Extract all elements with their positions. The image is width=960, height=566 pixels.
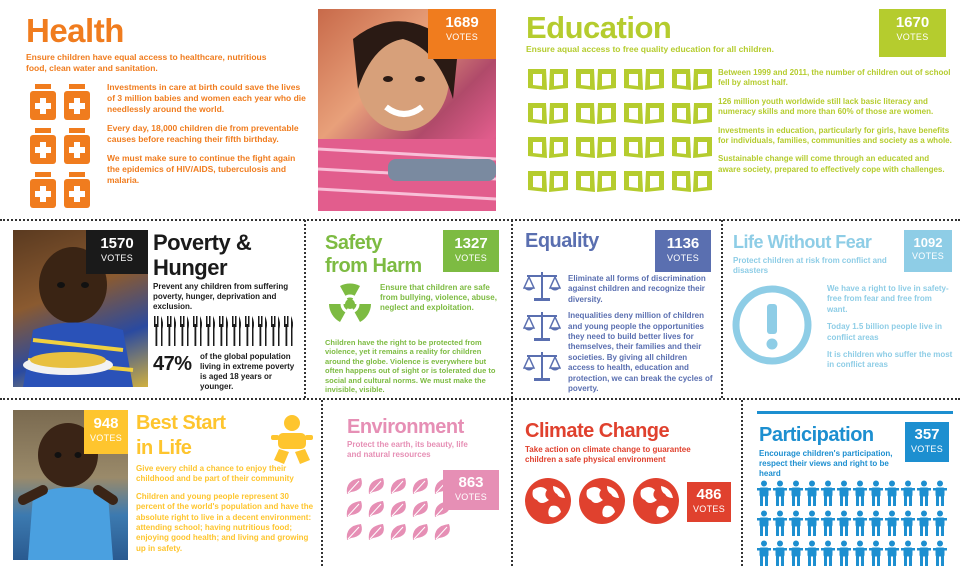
education-icon-grid <box>526 66 716 194</box>
health-text <box>107 82 307 194</box>
globe-icon <box>631 476 685 526</box>
poverty-votes-count: 1570 <box>100 235 134 252</box>
votes-label: VOTES <box>911 251 944 261</box>
leaf-icon <box>411 476 433 496</box>
votes-label: VOTES <box>445 32 478 42</box>
person-icon <box>821 480 837 506</box>
environment-subtitle: Protect the earth, its beauty, life and natural resources <box>347 440 468 459</box>
best-start-votes-count: 948 <box>93 415 119 432</box>
fork-knife-icon <box>218 316 230 346</box>
person-icon <box>917 540 933 566</box>
globe-icon <box>577 476 631 526</box>
health-paragraph: Every day, 18,000 children die from preventable causes before reaching their fifth birthday. <box>107 123 299 145</box>
scales-icon <box>523 310 563 344</box>
open-book-icon <box>670 100 716 126</box>
votes-label: VOTES <box>666 253 699 263</box>
life-without-fear-text <box>827 284 953 379</box>
equality-votes-count: 1136 <box>666 235 700 252</box>
climate-panel <box>513 400 740 566</box>
health-title: Health <box>26 12 124 49</box>
environment-title: Environment <box>347 416 464 438</box>
life-without-fear-panel <box>723 220 960 398</box>
person-icon <box>773 480 789 506</box>
open-book-icon <box>526 66 572 92</box>
fork-knife-icon <box>257 316 269 346</box>
votes-label: VOTES <box>454 492 487 502</box>
equality-paragraph: Eliminate all forms of discrimination against children and recognize their diversity. <box>568 274 706 304</box>
best-start-votes-badge <box>84 410 128 454</box>
open-book-icon <box>574 134 620 160</box>
equality-text <box>568 274 714 398</box>
participation-subtitle: Encourage children's participation, respect their views and right to be heard <box>759 449 893 478</box>
education-paragraph: 126 million youth worldwide still lack basic literacy and numeracy skills and more than 60% of those are women. <box>718 96 934 117</box>
equality-votes-badge <box>655 230 711 272</box>
person-icon <box>789 540 805 566</box>
leaf-icon <box>367 476 389 496</box>
votes-label: VOTES <box>692 504 725 514</box>
fork-knife-icon <box>166 316 178 346</box>
best-start-paragraph: Give every child a chance to enjoy their childhood and be part of their community <box>136 464 294 484</box>
open-book-icon <box>670 134 716 160</box>
medicine-bottle-icon <box>30 84 64 120</box>
poverty-votes-badge <box>86 230 148 274</box>
radiation-icon <box>326 280 374 328</box>
person-icon <box>869 480 885 506</box>
safety-panel <box>306 220 510 398</box>
climate-title: Climate Change <box>525 420 670 442</box>
medicine-bottle-icon <box>64 84 98 120</box>
votes-label: VOTES <box>454 253 487 263</box>
environment-panel <box>323 400 510 566</box>
education-paragraph: Between 1999 and 2011, the number of children out of school fell by almost half. <box>718 68 951 88</box>
open-book-icon <box>670 66 716 92</box>
climate-subtitle: Take action on climate change to guarantee children a safe physical environment <box>525 445 691 464</box>
health-votes-badge <box>428 9 496 59</box>
leaf-icon <box>389 476 411 496</box>
open-book-icon <box>622 66 668 92</box>
life-without-fear-paragraph: Today 1.5 billion people live in conflict areas <box>827 322 942 342</box>
education-paragraph: Sustainable change will come through an educated and aware society, prepared to effectively cope with challenges. <box>718 154 945 174</box>
medicine-bottle-icon <box>30 128 64 164</box>
leaf-icon <box>389 522 411 542</box>
poverty-title-line1: Poverty & <box>153 230 252 255</box>
person-icon <box>805 480 821 506</box>
person-icon <box>901 480 917 506</box>
open-book-icon <box>574 100 620 126</box>
life-without-fear-paragraph: It is children who suffer the most in conflict areas <box>827 349 953 370</box>
equality-panel <box>513 220 720 398</box>
health-paragraph: Investments in care at birth could save the lives of 3 million babies and women each year who die needlessly around the world. <box>107 82 306 115</box>
person-icon <box>805 540 821 566</box>
open-book-icon <box>622 168 668 194</box>
person-icon <box>805 510 821 536</box>
safety-title-line1: Safety <box>325 232 383 254</box>
scales-icon <box>523 270 563 304</box>
best-start-title-line2: in Life <box>136 437 192 459</box>
climate-votes-count: 486 <box>696 486 722 503</box>
best-start-panel <box>130 400 320 566</box>
person-icon <box>869 540 885 566</box>
climate-icon-row <box>523 476 685 526</box>
safety-intro: Ensure that children are safe from bullying, violence, abuse, neglect and exploitation. <box>380 283 497 312</box>
education-text <box>718 68 954 183</box>
fork-knife-icon <box>244 316 256 346</box>
person-icon <box>917 510 933 536</box>
fork-knife-icon <box>192 316 204 346</box>
participation-icon-grid <box>757 480 949 566</box>
open-book-icon <box>526 168 572 194</box>
health-panel <box>0 0 318 218</box>
leaf-icon <box>389 499 411 519</box>
poverty-icon-grid <box>153 316 295 346</box>
poverty-title-line2: Hunger <box>153 255 227 280</box>
medicine-bottle-icon <box>64 172 98 208</box>
participation-votes-count: 357 <box>914 426 940 443</box>
equality-title: Equality <box>525 230 599 252</box>
poverty-subtitle: Prevent any children from suffering poverty, hunger, deprivation and exclusion. <box>153 282 289 311</box>
life-without-fear-title: Life Without Fear <box>733 232 872 252</box>
open-book-icon <box>526 134 572 160</box>
participation-panel <box>743 400 960 566</box>
open-book-icon <box>670 168 716 194</box>
open-book-icon <box>574 66 620 92</box>
person-icon <box>885 510 901 536</box>
fork-knife-icon <box>283 316 295 346</box>
medicine-bottle-icon <box>64 128 98 164</box>
leaf-icon <box>433 522 455 542</box>
leaf-icon <box>345 476 367 496</box>
environment-votes-count: 863 <box>458 474 484 491</box>
person-icon <box>901 540 917 566</box>
life-without-fear-paragraph: We have a right to live in safety- free from fear and free from want. <box>827 284 949 314</box>
environment-icon-grid <box>345 476 455 542</box>
best-start-title-line1: Best Start <box>136 412 226 434</box>
safety-votes-badge <box>443 230 499 272</box>
health-icon-grid <box>30 84 98 208</box>
person-icon <box>821 540 837 566</box>
person-icon <box>837 510 853 536</box>
person-icon <box>789 480 805 506</box>
equality-icon-column <box>523 270 563 384</box>
health-votes-count: 1689 <box>445 14 479 31</box>
open-book-icon <box>622 134 668 160</box>
person-icon <box>773 540 789 566</box>
fork-knife-icon <box>153 316 165 346</box>
person-icon <box>821 510 837 536</box>
person-icon <box>885 480 901 506</box>
person-icon <box>757 480 773 506</box>
medicine-bottle-icon <box>30 172 64 208</box>
leaf-icon <box>367 499 389 519</box>
person-icon <box>853 540 869 566</box>
person-icon <box>933 510 949 536</box>
fork-knife-icon <box>231 316 243 346</box>
leaf-icon <box>411 522 433 542</box>
person-icon <box>917 480 933 506</box>
person-icon <box>773 510 789 536</box>
education-votes-badge <box>879 9 946 57</box>
fork-knife-icon <box>179 316 191 346</box>
climate-votes-badge <box>687 482 731 522</box>
person-icon <box>933 540 949 566</box>
poverty-stat: 47% <box>153 353 192 375</box>
education-subtitle: Ensure aqual access to free quality education for all children. <box>526 44 774 54</box>
person-icon <box>885 540 901 566</box>
education-votes-count: 1670 <box>895 14 930 31</box>
participation-votes-badge <box>905 422 949 462</box>
leaf-icon <box>411 499 433 519</box>
participation-rule <box>757 411 953 414</box>
safety-body: Children have the right to be protected from violence, yet it remains a reality for children around the globe. Violence is everywhere but often happens out of sight or is tolerated due to social and cultural norms. We must make the invisible, visible. <box>325 338 496 394</box>
education-paragraph: Investments in education, particularly for girls, have benefits for individuals, families, communities and society as a whole. <box>718 125 952 145</box>
leaf-icon <box>345 499 367 519</box>
safety-title-line2: from Harm <box>325 255 422 277</box>
fork-knife-icon <box>205 316 217 346</box>
health-subtitle: Ensure children have equal access to healthcare, nutritious food, clean water and sanitation. <box>26 52 267 73</box>
leaf-icon <box>345 522 367 542</box>
globe-icon <box>523 476 577 526</box>
votes-label: VOTES <box>910 444 943 454</box>
person-icon <box>869 510 885 536</box>
open-book-icon <box>526 100 572 126</box>
participation-title: Participation <box>759 424 874 446</box>
person-icon <box>757 510 773 536</box>
fork-knife-icon <box>270 316 282 346</box>
person-icon <box>757 540 773 566</box>
person-icon <box>837 480 853 506</box>
person-icon <box>933 480 949 506</box>
person-icon <box>853 480 869 506</box>
environment-votes-badge <box>443 470 499 510</box>
person-icon <box>789 510 805 536</box>
exclamation-icon <box>731 284 813 366</box>
baby-icon <box>270 414 314 466</box>
votes-label: VOTES <box>896 32 929 42</box>
poverty-stat-text: of the global population living in extreme poverty is aged 18 years or younger. <box>200 352 295 391</box>
votes-label: VOTES <box>100 253 133 263</box>
poverty-panel <box>150 226 302 396</box>
open-book-icon <box>574 168 620 194</box>
scales-icon <box>523 350 563 384</box>
leaf-icon <box>367 522 389 542</box>
person-icon <box>853 510 869 536</box>
education-title: Education <box>526 10 672 45</box>
votes-label: VOTES <box>89 433 122 443</box>
safety-votes-count: 1327 <box>454 235 488 252</box>
life-without-fear-votes-count: 1092 <box>913 235 943 250</box>
life-without-fear-votes-badge <box>904 230 952 272</box>
best-start-paragraph: Children and young people represent 30 percent of the world's population and have the absolute right to live in a decent environment: attending school; having nutritious food; enjoying good health; and living and growing up in safety. <box>136 491 314 553</box>
person-icon <box>901 510 917 536</box>
life-without-fear-subtitle: Protect children at risk from conflict and disasters <box>733 256 887 275</box>
education-panel <box>500 0 960 218</box>
best-start-text <box>136 464 314 562</box>
person-icon <box>837 540 853 566</box>
open-book-icon <box>622 100 668 126</box>
health-paragraph: We must make sure to continue the fight again the epidemics of HIV/AIDS, tuberculosis and malaria. <box>107 153 296 186</box>
equality-paragraph: Inequalities deny million of children and young people the opportunities they need to build better lives for themselves, their families and their societies. By giving all children access to health, education and protection, we can break the cycles of poverty. <box>568 311 713 393</box>
